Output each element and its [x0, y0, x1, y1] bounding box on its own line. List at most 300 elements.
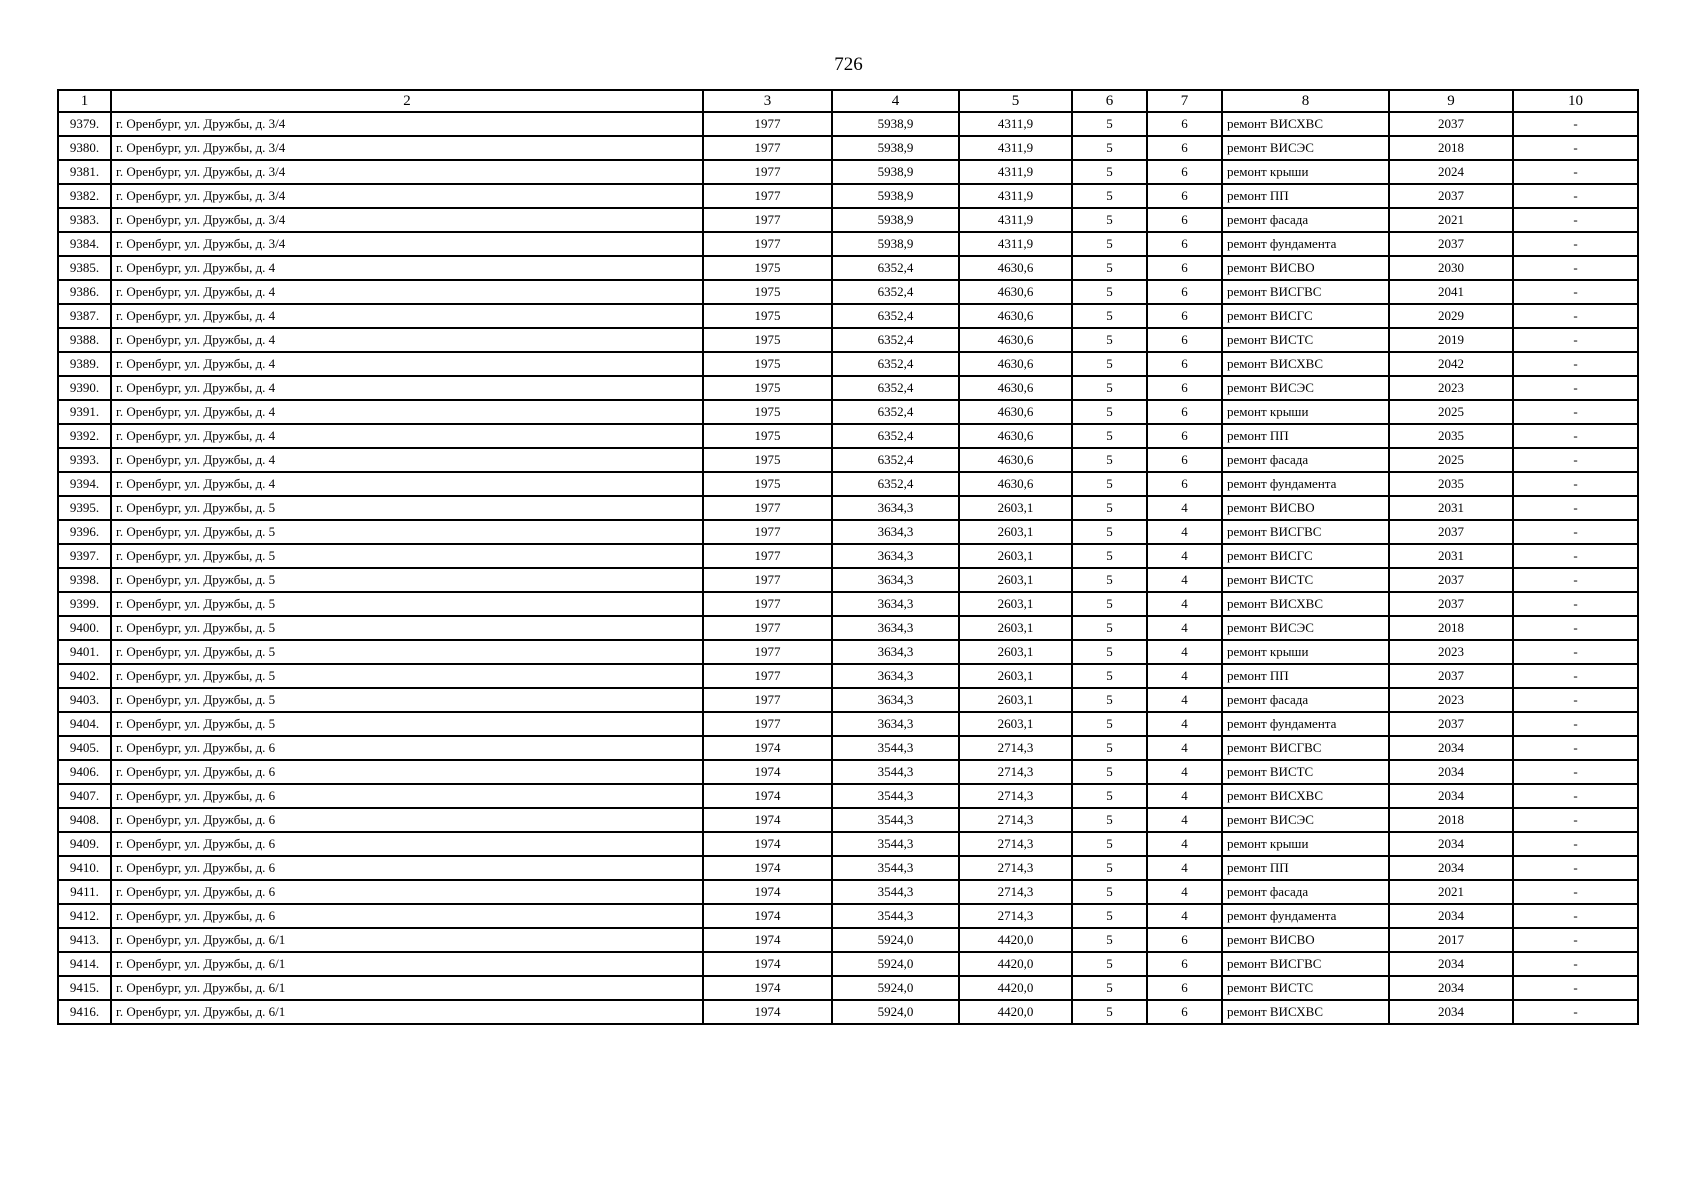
area-living-cell: 2714,3: [959, 904, 1072, 928]
entrances-cell: 4: [1147, 688, 1222, 712]
area-total-cell: 5938,9: [832, 184, 959, 208]
table-row: [58, 760, 1638, 784]
floors-cell: 5: [1072, 760, 1147, 784]
table-row: [58, 712, 1638, 736]
row-number-cell: 9415.: [58, 976, 111, 1000]
table-row: [58, 568, 1638, 592]
entrances-cell: 4: [1147, 568, 1222, 592]
area-living-cell: 4311,9: [959, 232, 1072, 256]
planned-year-cell: 2041: [1389, 280, 1513, 304]
year-cell: 1977: [703, 520, 832, 544]
planned-year-cell: 2035: [1389, 424, 1513, 448]
table-row: [58, 496, 1638, 520]
area-living-cell: 2603,1: [959, 496, 1072, 520]
area-living-cell: 2714,3: [959, 880, 1072, 904]
planned-year-cell: 2017: [1389, 928, 1513, 952]
row-number-cell: 9389.: [58, 352, 111, 376]
note-cell: -: [1513, 568, 1638, 592]
area-total-cell: 5938,9: [832, 136, 959, 160]
address-cell: г. Оренбург, ул. Дружбы, д. 5: [111, 496, 703, 520]
entrances-cell: 4: [1147, 880, 1222, 904]
entrances-cell: 4: [1147, 616, 1222, 640]
area-total-cell: 3544,3: [832, 808, 959, 832]
row-number-cell: 9390.: [58, 376, 111, 400]
note-cell: -: [1513, 904, 1638, 928]
floors-cell: 5: [1072, 880, 1147, 904]
year-cell: 1977: [703, 112, 832, 136]
year-cell: 1977: [703, 664, 832, 688]
column-header: 3: [703, 90, 832, 112]
address-cell: г. Оренбург, ул. Дружбы, д. 5: [111, 592, 703, 616]
table-row: [58, 304, 1638, 328]
address-cell: г. Оренбург, ул. Дружбы, д. 6: [111, 880, 703, 904]
address-cell: г. Оренбург, ул. Дружбы, д. 4: [111, 256, 703, 280]
area-living-cell: 2603,1: [959, 712, 1072, 736]
address-cell: г. Оренбург, ул. Дружбы, д. 5: [111, 640, 703, 664]
row-number-cell: 9395.: [58, 496, 111, 520]
year-cell: 1977: [703, 136, 832, 160]
planned-year-cell: 2037: [1389, 232, 1513, 256]
planned-year-cell: 2023: [1389, 688, 1513, 712]
year-cell: 1974: [703, 1000, 832, 1024]
floors-cell: 5: [1072, 448, 1147, 472]
entrances-cell: 6: [1147, 160, 1222, 184]
planned-year-cell: 2031: [1389, 496, 1513, 520]
note-cell: -: [1513, 856, 1638, 880]
area-living-cell: 4630,6: [959, 304, 1072, 328]
note-cell: -: [1513, 376, 1638, 400]
area-living-cell: 2714,3: [959, 784, 1072, 808]
year-cell: 1974: [703, 760, 832, 784]
area-total-cell: 5924,0: [832, 928, 959, 952]
area-total-cell: 3634,3: [832, 496, 959, 520]
year-cell: 1974: [703, 928, 832, 952]
table-row: [58, 112, 1638, 136]
floors-cell: 5: [1072, 808, 1147, 832]
work-type-cell: ремонт фасада: [1222, 208, 1389, 232]
note-cell: -: [1513, 784, 1638, 808]
table-row: [58, 952, 1638, 976]
row-number-cell: 9397.: [58, 544, 111, 568]
area-total-cell: 3634,3: [832, 592, 959, 616]
year-cell: 1974: [703, 880, 832, 904]
address-cell: г. Оренбург, ул. Дружбы, д. 3/4: [111, 136, 703, 160]
entrances-cell: 6: [1147, 1000, 1222, 1024]
planned-year-cell: 2037: [1389, 664, 1513, 688]
table-row: [58, 256, 1638, 280]
entrances-cell: 6: [1147, 400, 1222, 424]
row-number-cell: 9398.: [58, 568, 111, 592]
floors-cell: 5: [1072, 184, 1147, 208]
area-total-cell: 3634,3: [832, 664, 959, 688]
address-cell: г. Оренбург, ул. Дружбы, д. 4: [111, 304, 703, 328]
area-total-cell: 3544,3: [832, 760, 959, 784]
work-type-cell: ремонт ПП: [1222, 184, 1389, 208]
note-cell: -: [1513, 832, 1638, 856]
planned-year-cell: 2034: [1389, 1000, 1513, 1024]
floors-cell: 5: [1072, 568, 1147, 592]
table-row: [58, 832, 1638, 856]
planned-year-cell: 2037: [1389, 184, 1513, 208]
note-cell: -: [1513, 208, 1638, 232]
entrances-cell: 4: [1147, 496, 1222, 520]
work-type-cell: ремонт крыши: [1222, 400, 1389, 424]
table-row: [58, 904, 1638, 928]
planned-year-cell: 2018: [1389, 616, 1513, 640]
floors-cell: 5: [1072, 544, 1147, 568]
note-cell: -: [1513, 232, 1638, 256]
planned-year-cell: 2042: [1389, 352, 1513, 376]
area-total-cell: 6352,4: [832, 424, 959, 448]
note-cell: -: [1513, 688, 1638, 712]
note-cell: -: [1513, 424, 1638, 448]
table-row: [58, 664, 1638, 688]
work-type-cell: ремонт ВИСЭС: [1222, 376, 1389, 400]
row-number-cell: 9401.: [58, 640, 111, 664]
area-living-cell: 4630,6: [959, 256, 1072, 280]
table-row: [58, 184, 1638, 208]
planned-year-cell: 2023: [1389, 640, 1513, 664]
note-cell: -: [1513, 184, 1638, 208]
year-cell: 1974: [703, 736, 832, 760]
area-total-cell: 3544,3: [832, 904, 959, 928]
row-number-cell: 9379.: [58, 112, 111, 136]
planned-year-cell: 2034: [1389, 952, 1513, 976]
work-type-cell: ремонт ВИСЭС: [1222, 616, 1389, 640]
address-cell: г. Оренбург, ул. Дружбы, д. 6: [111, 832, 703, 856]
note-cell: -: [1513, 496, 1638, 520]
row-number-cell: 9394.: [58, 472, 111, 496]
entrances-cell: 4: [1147, 760, 1222, 784]
floors-cell: 5: [1072, 232, 1147, 256]
row-number-cell: 9396.: [58, 520, 111, 544]
area-living-cell: 4630,6: [959, 400, 1072, 424]
address-cell: г. Оренбург, ул. Дружбы, д. 5: [111, 616, 703, 640]
area-living-cell: 2714,3: [959, 832, 1072, 856]
floors-cell: 5: [1072, 400, 1147, 424]
work-type-cell: ремонт крыши: [1222, 640, 1389, 664]
year-cell: 1977: [703, 568, 832, 592]
area-total-cell: 6352,4: [832, 256, 959, 280]
planned-year-cell: 2030: [1389, 256, 1513, 280]
entrances-cell: 6: [1147, 280, 1222, 304]
area-total-cell: 5938,9: [832, 208, 959, 232]
floors-cell: 5: [1072, 1000, 1147, 1024]
entrances-cell: 6: [1147, 352, 1222, 376]
year-cell: 1974: [703, 856, 832, 880]
work-type-cell: ремонт фундамента: [1222, 232, 1389, 256]
area-total-cell: 3544,3: [832, 856, 959, 880]
entrances-cell: 4: [1147, 784, 1222, 808]
table-row: [58, 688, 1638, 712]
area-total-cell: 6352,4: [832, 376, 959, 400]
planned-year-cell: 2034: [1389, 760, 1513, 784]
area-living-cell: 4630,6: [959, 448, 1072, 472]
work-type-cell: ремонт ВИСГС: [1222, 304, 1389, 328]
planned-year-cell: 2034: [1389, 976, 1513, 1000]
area-total-cell: 3544,3: [832, 784, 959, 808]
year-cell: 1974: [703, 904, 832, 928]
floors-cell: 5: [1072, 928, 1147, 952]
entrances-cell: 4: [1147, 640, 1222, 664]
table-row: [58, 328, 1638, 352]
table-row: [58, 400, 1638, 424]
address-cell: г. Оренбург, ул. Дружбы, д. 4: [111, 376, 703, 400]
note-cell: -: [1513, 640, 1638, 664]
work-type-cell: ремонт фундамента: [1222, 904, 1389, 928]
note-cell: -: [1513, 400, 1638, 424]
year-cell: 1974: [703, 784, 832, 808]
planned-year-cell: 2025: [1389, 400, 1513, 424]
address-cell: г. Оренбург, ул. Дружбы, д. 4: [111, 448, 703, 472]
year-cell: 1975: [703, 448, 832, 472]
planned-year-cell: 2037: [1389, 112, 1513, 136]
planned-year-cell: 2034: [1389, 784, 1513, 808]
entrances-cell: 6: [1147, 472, 1222, 496]
year-cell: 1975: [703, 376, 832, 400]
work-type-cell: ремонт ВИСГВС: [1222, 520, 1389, 544]
table-row: [58, 1000, 1638, 1024]
note-cell: -: [1513, 280, 1638, 304]
work-type-cell: ремонт крыши: [1222, 160, 1389, 184]
work-type-cell: ремонт ВИСХВС: [1222, 1000, 1389, 1024]
row-number-cell: 9384.: [58, 232, 111, 256]
year-cell: 1974: [703, 832, 832, 856]
year-cell: 1977: [703, 616, 832, 640]
column-header: 4: [832, 90, 959, 112]
note-cell: -: [1513, 736, 1638, 760]
row-number-cell: 9411.: [58, 880, 111, 904]
floors-cell: 5: [1072, 904, 1147, 928]
area-living-cell: 4630,6: [959, 472, 1072, 496]
area-total-cell: 6352,4: [832, 328, 959, 352]
work-type-cell: ремонт ВИСТС: [1222, 976, 1389, 1000]
area-total-cell: 5938,9: [832, 112, 959, 136]
entrances-cell: 4: [1147, 544, 1222, 568]
area-total-cell: 6352,4: [832, 472, 959, 496]
year-cell: 1975: [703, 280, 832, 304]
planned-year-cell: 2037: [1389, 712, 1513, 736]
data-table: [57, 89, 1639, 1025]
year-cell: 1977: [703, 688, 832, 712]
address-cell: г. Оренбург, ул. Дружбы, д. 5: [111, 544, 703, 568]
entrances-cell: 6: [1147, 376, 1222, 400]
area-living-cell: 4311,9: [959, 160, 1072, 184]
note-cell: -: [1513, 448, 1638, 472]
planned-year-cell: 2031: [1389, 544, 1513, 568]
table-row: [58, 880, 1638, 904]
area-total-cell: 5924,0: [832, 976, 959, 1000]
note-cell: -: [1513, 520, 1638, 544]
area-living-cell: 2714,3: [959, 808, 1072, 832]
area-total-cell: 3634,3: [832, 640, 959, 664]
area-living-cell: 2603,1: [959, 544, 1072, 568]
planned-year-cell: 2018: [1389, 136, 1513, 160]
work-type-cell: ремонт ВИСВО: [1222, 496, 1389, 520]
year-cell: 1975: [703, 328, 832, 352]
column-header: 7: [1147, 90, 1222, 112]
work-type-cell: ремонт ВИСЭС: [1222, 136, 1389, 160]
table-body: [58, 112, 1638, 1024]
work-type-cell: ремонт ВИСХВС: [1222, 784, 1389, 808]
work-type-cell: ремонт фасада: [1222, 448, 1389, 472]
entrances-cell: 6: [1147, 184, 1222, 208]
work-type-cell: ремонт фундамента: [1222, 472, 1389, 496]
note-cell: -: [1513, 760, 1638, 784]
table-row: [58, 616, 1638, 640]
floors-cell: 5: [1072, 952, 1147, 976]
work-type-cell: ремонт ВИСГВС: [1222, 736, 1389, 760]
area-living-cell: 4420,0: [959, 952, 1072, 976]
area-living-cell: 4311,9: [959, 208, 1072, 232]
address-cell: г. Оренбург, ул. Дружбы, д. 6: [111, 808, 703, 832]
entrances-cell: 6: [1147, 304, 1222, 328]
floors-cell: 5: [1072, 976, 1147, 1000]
entrances-cell: 6: [1147, 448, 1222, 472]
address-cell: г. Оренбург, ул. Дружбы, д. 3/4: [111, 184, 703, 208]
table-row: [58, 928, 1638, 952]
area-living-cell: 4630,6: [959, 280, 1072, 304]
row-number-cell: 9380.: [58, 136, 111, 160]
floors-cell: 5: [1072, 256, 1147, 280]
area-living-cell: 4630,6: [959, 352, 1072, 376]
year-cell: 1975: [703, 256, 832, 280]
entrances-cell: 4: [1147, 664, 1222, 688]
address-cell: г. Оренбург, ул. Дружбы, д. 6: [111, 856, 703, 880]
work-type-cell: ремонт ВИСВО: [1222, 928, 1389, 952]
row-number-cell: 9405.: [58, 736, 111, 760]
area-total-cell: 3634,3: [832, 520, 959, 544]
work-type-cell: ремонт ВИСЭС: [1222, 808, 1389, 832]
year-cell: 1977: [703, 184, 832, 208]
year-cell: 1977: [703, 592, 832, 616]
area-total-cell: 6352,4: [832, 280, 959, 304]
planned-year-cell: 2037: [1389, 592, 1513, 616]
table-row: [58, 856, 1638, 880]
year-cell: 1975: [703, 424, 832, 448]
planned-year-cell: 2034: [1389, 904, 1513, 928]
column-header: 1: [58, 90, 111, 112]
area-living-cell: 4420,0: [959, 976, 1072, 1000]
work-type-cell: ремонт ПП: [1222, 424, 1389, 448]
area-living-cell: 2714,3: [959, 856, 1072, 880]
entrances-cell: 6: [1147, 208, 1222, 232]
work-type-cell: ремонт ПП: [1222, 856, 1389, 880]
row-number-cell: 9414.: [58, 952, 111, 976]
address-cell: г. Оренбург, ул. Дружбы, д. 3/4: [111, 208, 703, 232]
entrances-cell: 6: [1147, 136, 1222, 160]
floors-cell: 5: [1072, 112, 1147, 136]
area-living-cell: 4311,9: [959, 112, 1072, 136]
work-type-cell: ремонт ВИСТС: [1222, 328, 1389, 352]
entrances-cell: 4: [1147, 808, 1222, 832]
area-living-cell: 4630,6: [959, 328, 1072, 352]
floors-cell: 5: [1072, 736, 1147, 760]
planned-year-cell: 2023: [1389, 376, 1513, 400]
entrances-cell: 6: [1147, 928, 1222, 952]
work-type-cell: ремонт ВИСХВС: [1222, 352, 1389, 376]
floors-cell: 5: [1072, 208, 1147, 232]
address-cell: г. Оренбург, ул. Дружбы, д. 6/1: [111, 976, 703, 1000]
table-header-row: [58, 90, 1638, 112]
address-cell: г. Оренбург, ул. Дружбы, д. 4: [111, 280, 703, 304]
table-row: [58, 784, 1638, 808]
address-cell: г. Оренбург, ул. Дружбы, д. 6/1: [111, 952, 703, 976]
area-living-cell: 2714,3: [959, 736, 1072, 760]
note-cell: -: [1513, 808, 1638, 832]
floors-cell: 5: [1072, 784, 1147, 808]
note-cell: -: [1513, 328, 1638, 352]
row-number-cell: 9382.: [58, 184, 111, 208]
row-number-cell: 9392.: [58, 424, 111, 448]
area-living-cell: 2603,1: [959, 664, 1072, 688]
column-header: 9: [1389, 90, 1513, 112]
address-cell: г. Оренбург, ул. Дружбы, д. 4: [111, 400, 703, 424]
work-type-cell: ремонт крыши: [1222, 832, 1389, 856]
area-total-cell: 3634,3: [832, 688, 959, 712]
address-cell: г. Оренбург, ул. Дружбы, д. 4: [111, 328, 703, 352]
entrances-cell: 4: [1147, 832, 1222, 856]
table-row: [58, 160, 1638, 184]
work-type-cell: ремонт ВИСВО: [1222, 256, 1389, 280]
note-cell: -: [1513, 136, 1638, 160]
entrances-cell: 4: [1147, 712, 1222, 736]
address-cell: г. Оренбург, ул. Дружбы, д. 6: [111, 736, 703, 760]
table-row: [58, 592, 1638, 616]
work-type-cell: ремонт ВИСХВС: [1222, 112, 1389, 136]
year-cell: 1974: [703, 808, 832, 832]
planned-year-cell: 2024: [1389, 160, 1513, 184]
address-cell: г. Оренбург, ул. Дружбы, д. 5: [111, 568, 703, 592]
area-total-cell: 3634,3: [832, 544, 959, 568]
row-number-cell: 9416.: [58, 1000, 111, 1024]
table-row: [58, 424, 1638, 448]
work-type-cell: ремонт фундамента: [1222, 712, 1389, 736]
row-number-cell: 9408.: [58, 808, 111, 832]
planned-year-cell: 2037: [1389, 520, 1513, 544]
address-cell: г. Оренбург, ул. Дружбы, д. 5: [111, 664, 703, 688]
work-type-cell: ремонт ВИСГС: [1222, 544, 1389, 568]
entrances-cell: 6: [1147, 952, 1222, 976]
year-cell: 1975: [703, 400, 832, 424]
floors-cell: 5: [1072, 520, 1147, 544]
year-cell: 1977: [703, 496, 832, 520]
area-living-cell: 2714,3: [959, 760, 1072, 784]
column-header: 10: [1513, 90, 1638, 112]
note-cell: -: [1513, 616, 1638, 640]
table-row: [58, 544, 1638, 568]
entrances-cell: 4: [1147, 736, 1222, 760]
floors-cell: 5: [1072, 472, 1147, 496]
planned-year-cell: 2034: [1389, 832, 1513, 856]
area-total-cell: 3544,3: [832, 832, 959, 856]
floors-cell: 5: [1072, 856, 1147, 880]
note-cell: -: [1513, 880, 1638, 904]
address-cell: г. Оренбург, ул. Дружбы, д. 4: [111, 472, 703, 496]
year-cell: 1975: [703, 472, 832, 496]
row-number-cell: 9409.: [58, 832, 111, 856]
area-total-cell: 5938,9: [832, 160, 959, 184]
year-cell: 1975: [703, 352, 832, 376]
table-row: [58, 520, 1638, 544]
note-cell: -: [1513, 592, 1638, 616]
area-total-cell: 5924,0: [832, 1000, 959, 1024]
table-row: [58, 352, 1638, 376]
row-number-cell: 9391.: [58, 400, 111, 424]
floors-cell: 5: [1072, 136, 1147, 160]
entrances-cell: 4: [1147, 904, 1222, 928]
entrances-cell: 4: [1147, 592, 1222, 616]
